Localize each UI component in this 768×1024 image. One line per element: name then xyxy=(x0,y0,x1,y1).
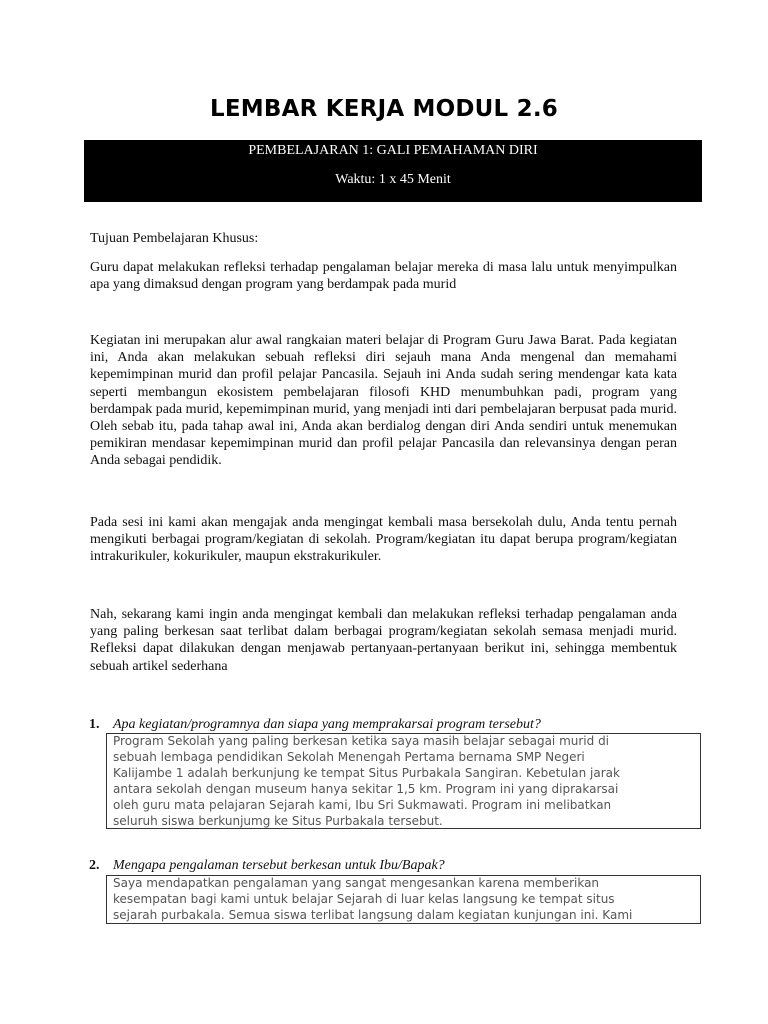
session-title: PEMBELAJARAN 1: GALI PEMAHAMAN DIRI xyxy=(248,143,538,158)
document-title: LEMBAR KERJA MODUL 2.6 xyxy=(210,96,558,122)
intro-paragraph: Kegiatan ini merupakan alur awal rangkaian materi belajar di Program Guru Jawa Barat. Pada kegiatan ini, Anda akan melakukan sebuah refleksi diri sejauh mana Anda mengenal dan memahami kepemimpinan murid dan profil pelajar Pancasila. Sejauh ini Anda sudah sering mendengar kata kata seperti membangun ekosistem pembelajaran filosofi KHD menumbuhkan padi, program yang berdampak pada murid, kepemimpinan murid, yang menjadi inti dari pembelajaran berpusat pada murid. Oleh sebab itu, pada tahap awal ini, Anda akan berdialog dengan diri Anda sendiri untuk menemukan pemikiran mendasar kepemimpinan murid dan profil pelajar Pancasila dan relevansinya dengan peran Anda sebagai pendidik. xyxy=(90,333,677,469)
answer-line: seluruh siswa berkunjumg ke Situs Purbakala tersebut. xyxy=(113,813,443,828)
answer-line: sebuah lembaga pendidikan Sekolah Menengah Pertama bernama SMP Negeri xyxy=(113,749,585,764)
answer-line: oleh guru mata pelajaran Sejarah kami, Ibu Sri Sukmawati. Program ini melibatkan xyxy=(113,797,612,812)
objective-heading: Tujuan Pembelajaran Khusus: xyxy=(90,231,259,246)
session-paragraph: Pada sesi ini kami akan mengajak anda mengingat kembali masa bersekolah dulu, Anda tentu pernah mengikuti berbagai program/kegiatan di sekolah. Program/kegiatan itu dapat berupa program/kegiatan intrakurikuler, kokurikuler, maupun ekstrakurikuler. xyxy=(90,515,677,565)
question-number: 1. xyxy=(89,717,100,732)
question-1 xyxy=(89,716,541,733)
answer-line: kesempatan bagi kami untuk belajar Sejarah di luar kelas langsung ke tempat situs xyxy=(113,891,615,906)
answer-line: sejarah purbakala. Semua siswa terlibat langsung dalam kegiatan kunjungan ini. Kami xyxy=(113,907,633,922)
session-duration: Waktu: 1 x 45 Menit xyxy=(335,172,451,187)
answer-line: antara sekolah dengan museum hanya sekitar 1,5 km. Program ini yang diprakarsai xyxy=(113,781,619,796)
question-2 xyxy=(89,857,445,874)
question-text: Mengapa pengalaman tersebut berkesan untuk Ibu/Bapak? xyxy=(113,858,445,873)
objective-text: Guru dapat melakukan refleksi terhadap pengalaman belajar mereka di masa lalu untuk menyimpulkan apa yang dimaksud dengan program yang berdampak pada murid xyxy=(90,260,677,293)
session-banner xyxy=(84,140,702,202)
answer-line: Program Sekolah yang paling berkesan ketika saya masih belajar sebagai murid di xyxy=(113,734,610,748)
question-number: 2. xyxy=(89,858,100,873)
answer-box-2[interactable] xyxy=(106,875,701,924)
answer-line: Kalijambe 1 adalah berkunjung ke tempat Situs Purbakala Sangiran. Kebetulan jarak xyxy=(113,765,620,780)
answer-line: Saya mendapatkan pengalaman yang sangat mengesankan karena memberikan xyxy=(113,876,600,890)
question-text: Apa kegiatan/programnya dan siapa yang memprakarsai program tersebut? xyxy=(113,717,541,732)
reflection-paragraph: Nah, sekarang kami ingin anda mengingat kembali dan melakukan refleksi terhadap pengalaman anda yang paling berkesan saat terlibat dalam berbagai program/kegiatan sekolah semasa menjadi murid. Refleksi dapat dilakukan dengan menjawab pertanyaan-pertanyaan berikut ini, sehingga membentuk sebuah artikel sederhana xyxy=(90,607,677,674)
answer-box-1[interactable] xyxy=(106,733,701,829)
